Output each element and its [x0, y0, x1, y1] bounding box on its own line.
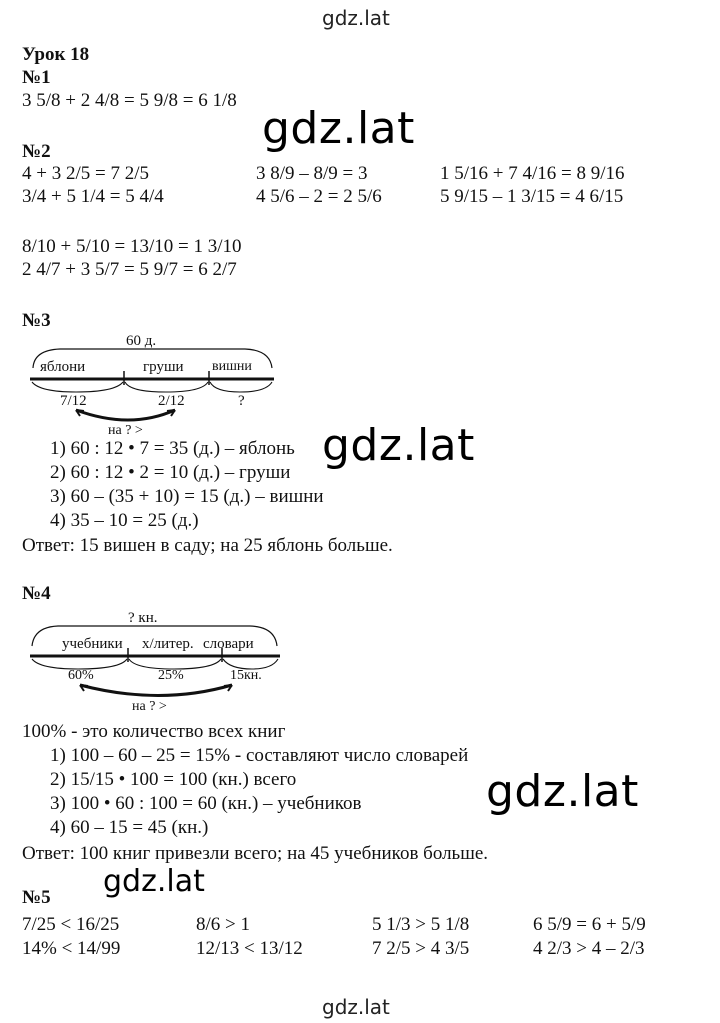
ex4-answer: Ответ: 100 книг привезли всего; на 45 учебников больше. — [22, 843, 489, 864]
ex2-extra-line: 2 4/7 + 3 5/7 = 5 9/7 = 6 2/7 — [22, 259, 237, 280]
ex1-line: 3 5/8 + 2 4/8 = 5 9/8 = 6 1/8 — [22, 90, 237, 111]
ex5-cell: 12/13 < 13/12 — [196, 938, 303, 959]
ex3-total-label: 60 д. — [126, 333, 157, 349]
ex3-step: 2) 60 : 12 • 2 = 10 (д.) – груши — [50, 462, 291, 483]
ex3-compare-label: на ? > — [108, 423, 143, 438]
ex2-cell: 3/4 + 5 1/4 = 5 4/4 — [22, 186, 164, 207]
ex3-segment-label: вишни — [212, 359, 252, 374]
lesson-title: Урок 18 — [22, 44, 90, 65]
ex4-step: 4) 60 – 15 = 45 (кн.) — [50, 817, 209, 838]
watermark-overlay-4: gdz.lat — [103, 864, 205, 899]
ex4-part-label: 25% — [158, 668, 184, 683]
ex4-step: 3) 100 • 60 : 100 = 60 (кн.) – учебников — [50, 793, 362, 814]
ex4-heading: №4 — [22, 583, 51, 604]
ex5-cell: 7 2/5 > 4 3/5 — [372, 938, 470, 959]
ex2-heading: №2 — [22, 141, 51, 162]
ex4-part-label: 60% — [68, 668, 94, 683]
ex5-cell: 14% < 14/99 — [22, 938, 121, 959]
ex5-cell: 8/6 > 1 — [196, 914, 250, 935]
ex5-cell: 7/25 < 16/25 — [22, 914, 120, 935]
ex3-fraction-label: 2/12 — [158, 393, 185, 409]
ex3-heading: №3 — [22, 310, 51, 331]
watermark-overlay-1: gdz.lat — [262, 103, 415, 154]
ex2-cell: 3 8/9 – 8/9 = 3 — [256, 163, 368, 184]
ex5-cell: 4 2/3 > 4 – 2/3 — [533, 938, 645, 959]
ex4-compare-label: на ? > — [132, 699, 167, 714]
ex3-segment-label: груши — [143, 359, 184, 375]
ex4-segment-label: словари — [203, 636, 254, 652]
ex4-total-label: ? кн. — [128, 610, 158, 626]
ex2-cell: 4 + 3 2/5 = 7 2/5 — [22, 163, 149, 184]
ex3-step: 3) 60 – (35 + 10) = 15 (д.) – вишни — [50, 486, 324, 507]
ex3-fraction-label: 7/12 — [60, 393, 87, 409]
ex4-step: 1) 100 – 60 – 25 = 15% - составляют число словарей — [50, 745, 469, 766]
ex3-fraction-label: ? — [238, 393, 245, 409]
ex5-heading: №5 — [22, 887, 51, 908]
ex3-step: 4) 35 – 10 = 25 (д.) — [50, 510, 199, 531]
ex4-segment-diagram — [0, 600, 300, 714]
ex4-step: 2) 15/15 • 100 = 100 (кн.) всего — [50, 769, 297, 790]
ex5-cell: 6 5/9 = 6 + 5/9 — [533, 914, 646, 935]
ex2-cell: 5 9/15 – 1 3/15 = 4 6/15 — [440, 186, 624, 207]
ex4-segment-label: х/литер. — [142, 636, 194, 652]
ex3-step: 1) 60 : 12 • 7 = 35 (д.) – яблонь — [50, 438, 295, 459]
ex4-segment-label: учебники — [62, 636, 123, 652]
ex3-segment-label: яблони — [40, 359, 86, 375]
ex1-heading: №1 — [22, 67, 51, 88]
ex4-intro: 100% - это количество всех книг — [22, 721, 286, 742]
watermark-overlay-2: gdz.lat — [322, 420, 475, 471]
watermark-overlay-3: gdz.lat — [486, 766, 639, 817]
ex2-cell: 1 5/16 + 7 4/16 = 8 9/16 — [440, 163, 625, 184]
watermark-top: gdz.lat — [322, 6, 390, 30]
ex2-extra-line: 8/10 + 5/10 = 13/10 = 1 3/10 — [22, 236, 242, 257]
ex5-cell: 5 1/3 > 5 1/8 — [372, 914, 470, 935]
ex2-cell: 4 5/6 – 2 = 2 5/6 — [256, 186, 382, 207]
watermark-bottom: gdz.lat — [322, 995, 390, 1019]
ex3-segment-diagram — [0, 326, 300, 438]
ex3-answer: Ответ: 15 вишен в саду; на 25 яблонь больше. — [22, 535, 393, 556]
ex4-part-label: 15кн. — [230, 668, 262, 683]
